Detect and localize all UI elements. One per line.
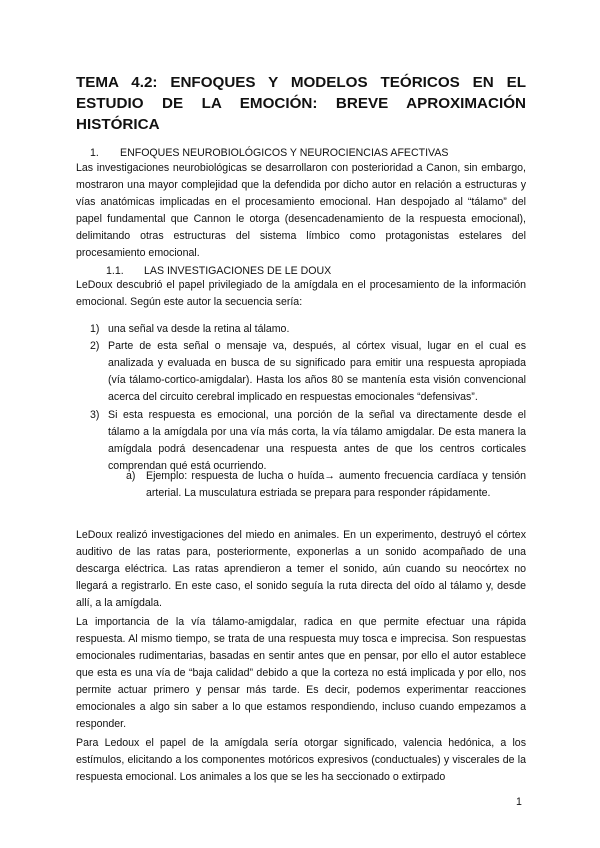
subsection-number: 1.1. <box>106 265 124 277</box>
document-title: TEMA 4.2: ENFOQUES Y MODELOS TEÓRICOS EN EL ESTUDIO DE LA EMOCIÓN: BREVE APROXIMACIÓN HISTÓRICA <box>76 74 526 133</box>
list-item <box>76 321 526 338</box>
section-heading <box>76 146 526 161</box>
subsection-title: LAS INVESTIGACIONES DE LE DOUX <box>144 265 332 277</box>
body-paragraph: Para Ledoux el papel de la amígdala sería otorgar significado, valencia hedónica, a los estímulos, elicitando a los componentes motóricos expresivos (conductuales) y viscerales de la respuesta emocional. Los animales a los que se les ha seccionado o extirpado <box>76 737 526 783</box>
list-text: Parte de esta señal o mensaje va, después, al córtex visual, lugar en el cual es analizada y evaluada en busca de su significado para emitir una respuesta apropiada (vía tálamo-cortico-amigdalar). Hasta los años 80 se mantenía esta visión convencional acerca del circuito cerebral implicado en respuestas emocionales “defensivas”. <box>108 340 526 403</box>
section-paragraph: Las investigaciones neurobiológicas se desarrollaron con posterioridad a Canon, sin embargo, mostraron una mayor complejidad que la defendida por dicho autor en relación a estructuras y vías anatómicas implicadas en el procesamiento emocional. Han despojado al “tálamo” del papel fundamental que Cannon le otorga (desencadenamiento de la respuesta emocional), delimitando otras estructuras del sistema límbico como protagonistas estelares del procesamiento emocional. <box>76 162 526 259</box>
page-number: 1 <box>516 796 522 808</box>
sub-list-item <box>126 468 526 502</box>
subsection-intro: LeDoux descubrió el papel privilegiado de la amígdala en el procesamiento de la información emocional. Según este autor la secuencia sería: <box>76 279 526 308</box>
list-text: una señal va desde la retina al tálamo. <box>108 323 290 335</box>
body-paragraph: La importancia de la vía tálamo-amigdalar, radica en que permite efectuar una rápida respuesta. Al mismo tiempo, se trata de una respuesta muy tosca e imprecisa. Son respuestas emocionales rudimentarias, basadas en sentir antes que en pensar, por ello el autor establece que esta es una vía de “baja calidad” debido a que la corteza no está implicada y por ello, nos permite actuar primero y pensar más tarde. Es decir, podemos experimentar reacciones emocionales a algo sin saber a lo que estamos respondiendo, incluso cuando empezamos a responder. <box>76 616 526 730</box>
section-number: 1. <box>90 147 99 159</box>
list-marker: 2) <box>90 340 100 352</box>
body-paragraph: LeDoux realizó investigaciones del miedo en animales. En un experimento, destruyó el córtex auditivo de las ratas para, posteriormente, exponerlas a un sonido acompañado de una descarga eléctrica. Las ratas aprendieron a temer el sonido, aún cuando su neocórtex no llegará a registrarlo. En este caso, el sonido seguía la ruta directa del oído al tálamo y, desde allí, a la amígdala. <box>76 529 526 609</box>
list-item <box>76 338 526 406</box>
list-marker: 3) <box>90 409 100 421</box>
sub-list-text: Ejemplo: respuesta de lucha o huída→ aumento frecuencia cardíaca y tensión arterial. La musculatura estriada se prepara para responder rápidamente. <box>146 470 526 499</box>
list-text: Si esta respuesta es emocional, una porción de la señal va directamente desde el tálamo a la amígdala por una vía más corta, la vía tálamo amigdalar. De esta manera la amígdala podrá desencadenar una respuesta antes de que los centros corticales comprendan qué está ocurriendo. <box>108 409 526 472</box>
list-marker: 1) <box>90 323 100 335</box>
list-item <box>76 407 526 475</box>
sub-list-marker: a) <box>126 470 136 482</box>
section-title: ENFOQUES NEUROBIOLÓGICOS Y NEUROCIENCIAS AFECTIVAS <box>120 147 449 159</box>
